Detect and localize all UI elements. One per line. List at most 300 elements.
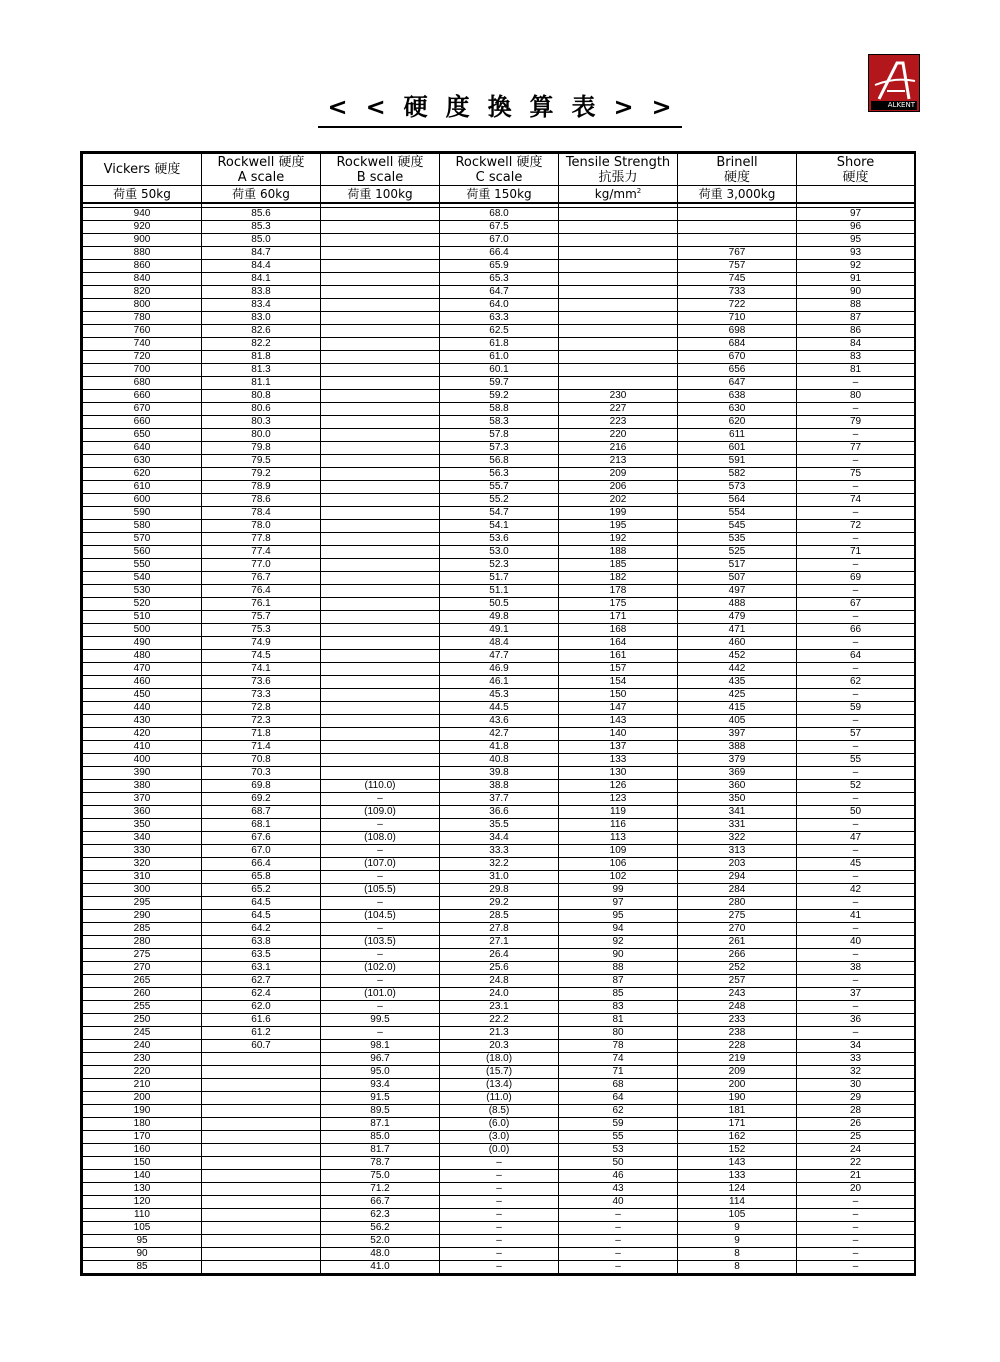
cell-rockwell-a: 78.9 <box>202 481 321 494</box>
cell-brinell: 105 <box>678 1209 797 1222</box>
cell-rockwell-b <box>321 663 440 676</box>
cell-brinell: 415 <box>678 702 797 715</box>
cell-rockwell-a: 69.8 <box>202 780 321 793</box>
load-shore <box>797 186 915 204</box>
cell-rockwell-a: 77.4 <box>202 546 321 559</box>
cell-brinell: 698 <box>678 325 797 338</box>
cell-rockwell-b <box>321 468 440 481</box>
cell-rockwell-a: 63.8 <box>202 936 321 949</box>
cell-shore: 97 <box>797 208 915 221</box>
cell-shore: – <box>797 845 915 858</box>
cell-rockwell-a: 77.8 <box>202 533 321 546</box>
cell-tensile-strength: 137 <box>559 741 678 754</box>
cell-vickers: 720 <box>83 351 202 364</box>
cell-vickers: 300 <box>83 884 202 897</box>
cell-rockwell-c: 46.9 <box>440 663 559 676</box>
cell-shore: 79 <box>797 416 915 429</box>
cell-brinell: 280 <box>678 897 797 910</box>
cell-rockwell-c: – <box>440 1235 559 1248</box>
cell-vickers: 900 <box>83 234 202 247</box>
table-row <box>83 1144 915 1157</box>
cell-rockwell-b: 62.3 <box>321 1209 440 1222</box>
load-tensile-unit: kg/mm <box>594 186 637 201</box>
cell-shore: – <box>797 637 915 650</box>
cell-vickers: 860 <box>83 260 202 273</box>
table-row <box>83 884 915 897</box>
cell-shore: 25 <box>797 1131 915 1144</box>
cell-rockwell-b: 52.0 <box>321 1235 440 1248</box>
cell-tensile-strength: 150 <box>559 689 678 702</box>
cell-vickers: 920 <box>83 221 202 234</box>
cell-vickers: 760 <box>83 325 202 338</box>
header-rockwell-c <box>440 154 559 186</box>
cell-tensile-strength: 74 <box>559 1053 678 1066</box>
cell-tensile-strength: 43 <box>559 1183 678 1196</box>
cell-rockwell-a: 64.5 <box>202 897 321 910</box>
header-vickers-label: Vickers 硬度 <box>103 162 181 177</box>
cell-brinell: 656 <box>678 364 797 377</box>
cell-tensile-strength: 178 <box>559 585 678 598</box>
cell-tensile-strength: 223 <box>559 416 678 429</box>
table-row <box>83 1235 915 1248</box>
cell-vickers: 255 <box>83 1001 202 1014</box>
cell-vickers: 380 <box>83 780 202 793</box>
cell-tensile-strength <box>559 364 678 377</box>
cell-rockwell-a <box>202 1079 321 1092</box>
cell-rockwell-b: 91.5 <box>321 1092 440 1105</box>
cell-vickers: 260 <box>83 988 202 1001</box>
cell-rockwell-c: 45.3 <box>440 689 559 702</box>
table-row <box>83 1092 915 1105</box>
cell-vickers: 480 <box>83 650 202 663</box>
cell-tensile-strength: 94 <box>559 923 678 936</box>
cell-vickers: 600 <box>83 494 202 507</box>
cell-rockwell-b <box>321 403 440 416</box>
cell-shore: 88 <box>797 299 915 312</box>
cell-vickers: 400 <box>83 754 202 767</box>
cell-shore: 20 <box>797 1183 915 1196</box>
cell-rockwell-a: 74.1 <box>202 663 321 676</box>
cell-rockwell-b: (104.5) <box>321 910 440 923</box>
table-row <box>83 390 915 403</box>
cell-vickers: 650 <box>83 429 202 442</box>
cell-vickers: 670 <box>83 403 202 416</box>
cell-shore: 57 <box>797 728 915 741</box>
header-brinell <box>678 154 797 186</box>
cell-shore: 38 <box>797 962 915 975</box>
cell-rockwell-b <box>321 702 440 715</box>
table-row <box>83 676 915 689</box>
cell-rockwell-c: 54.1 <box>440 520 559 533</box>
cell-rockwell-b <box>321 416 440 429</box>
cell-rockwell-c: 56.3 <box>440 468 559 481</box>
cell-brinell: 143 <box>678 1157 797 1170</box>
cell-rockwell-c: – <box>440 1183 559 1196</box>
cell-shore: 28 <box>797 1105 915 1118</box>
load-rockwell-c: 荷重 150kg <box>440 186 559 204</box>
cell-shore: 92 <box>797 260 915 273</box>
cell-rockwell-b: – <box>321 819 440 832</box>
cell-tensile-strength: 109 <box>559 845 678 858</box>
cell-rockwell-b <box>321 260 440 273</box>
cell-brinell: 261 <box>678 936 797 949</box>
table-row <box>83 351 915 364</box>
cell-brinell: 270 <box>678 923 797 936</box>
cell-rockwell-a: 85.6 <box>202 208 321 221</box>
cell-brinell: 497 <box>678 585 797 598</box>
cell-rockwell-b <box>321 624 440 637</box>
cell-tensile-strength: 55 <box>559 1131 678 1144</box>
cell-rockwell-c: 27.8 <box>440 923 559 936</box>
cell-rockwell-a: 76.4 <box>202 585 321 598</box>
table-row <box>83 754 915 767</box>
cell-vickers: 460 <box>83 676 202 689</box>
table-row <box>83 858 915 871</box>
table-row <box>83 624 915 637</box>
cell-rockwell-a <box>202 1066 321 1079</box>
cell-rockwell-a <box>202 1131 321 1144</box>
cell-brinell: 313 <box>678 845 797 858</box>
cell-rockwell-b <box>321 611 440 624</box>
cell-rockwell-c: – <box>440 1157 559 1170</box>
cell-rockwell-c: 23.1 <box>440 1001 559 1014</box>
cell-rockwell-b <box>321 754 440 767</box>
logo-brand-text: ALKENT <box>871 101 917 110</box>
cell-vickers: 90 <box>83 1248 202 1261</box>
cell-rockwell-a: 78.0 <box>202 520 321 533</box>
header-rockwell-b-line1: Rockwell 硬度 <box>336 154 424 170</box>
cell-rockwell-c: 44.5 <box>440 702 559 715</box>
cell-rockwell-a: 80.8 <box>202 390 321 403</box>
cell-shore: – <box>797 533 915 546</box>
cell-brinell: 471 <box>678 624 797 637</box>
table-row <box>83 1014 915 1027</box>
cell-shore: 30 <box>797 1079 915 1092</box>
cell-brinell: 133 <box>678 1170 797 1183</box>
cell-rockwell-c: 56.8 <box>440 455 559 468</box>
cell-vickers: 820 <box>83 286 202 299</box>
table-body <box>83 208 915 1274</box>
cell-brinell: 630 <box>678 403 797 416</box>
cell-shore: – <box>797 715 915 728</box>
cell-rockwell-a: 78.4 <box>202 507 321 520</box>
cell-rockwell-c: 53.6 <box>440 533 559 546</box>
cell-shore: 86 <box>797 325 915 338</box>
cell-tensile-strength: 116 <box>559 819 678 832</box>
cell-tensile-strength <box>559 221 678 234</box>
cell-rockwell-c: 53.0 <box>440 546 559 559</box>
cell-brinell: 564 <box>678 494 797 507</box>
table-row <box>83 1053 915 1066</box>
cell-rockwell-b <box>321 637 440 650</box>
cell-tensile-strength: 50 <box>559 1157 678 1170</box>
cell-rockwell-a <box>202 1235 321 1248</box>
cell-rockwell-a: 66.4 <box>202 858 321 871</box>
cell-rockwell-c: 61.0 <box>440 351 559 364</box>
header-tensile-strength <box>559 154 678 186</box>
table-row <box>83 416 915 429</box>
cell-tensile-strength: – <box>559 1222 678 1235</box>
table-row <box>83 429 915 442</box>
cell-rockwell-b: 95.0 <box>321 1066 440 1079</box>
cell-rockwell-c: – <box>440 1170 559 1183</box>
cell-tensile-strength: 88 <box>559 962 678 975</box>
cell-rockwell-a: 67.0 <box>202 845 321 858</box>
cell-vickers: 610 <box>83 481 202 494</box>
table-row <box>83 598 915 611</box>
cell-rockwell-c: 24.8 <box>440 975 559 988</box>
cell-tensile-strength: 213 <box>559 455 678 468</box>
cell-rockwell-a: 72.3 <box>202 715 321 728</box>
cell-rockwell-c: 60.1 <box>440 364 559 377</box>
cell-vickers: 360 <box>83 806 202 819</box>
cell-brinell: 507 <box>678 572 797 585</box>
cell-brinell: 8 <box>678 1261 797 1274</box>
cell-tensile-strength: 206 <box>559 481 678 494</box>
cell-tensile-strength: 113 <box>559 832 678 845</box>
cell-vickers: 85 <box>83 1261 202 1274</box>
cell-rockwell-a: 82.2 <box>202 338 321 351</box>
cell-brinell: 545 <box>678 520 797 533</box>
table-row <box>83 1105 915 1118</box>
cell-rockwell-b: – <box>321 871 440 884</box>
table-row <box>83 468 915 481</box>
cell-rockwell-c: 51.1 <box>440 585 559 598</box>
cell-vickers: 510 <box>83 611 202 624</box>
load-tensile-superscript: 2 <box>636 186 642 195</box>
cell-shore: – <box>797 1235 915 1248</box>
cell-rockwell-a: 65.8 <box>202 871 321 884</box>
cell-shore: 37 <box>797 988 915 1001</box>
cell-vickers: 350 <box>83 819 202 832</box>
cell-tensile-strength <box>559 299 678 312</box>
cell-brinell: 219 <box>678 1053 797 1066</box>
cell-vickers: 330 <box>83 845 202 858</box>
cell-tensile-strength: 83 <box>559 1001 678 1014</box>
cell-rockwell-b <box>321 741 440 754</box>
cell-tensile-strength: 92 <box>559 936 678 949</box>
header-vickers <box>83 154 202 186</box>
cell-shore: – <box>797 871 915 884</box>
cell-vickers: 580 <box>83 520 202 533</box>
cell-shore: – <box>797 793 915 806</box>
cell-vickers: 340 <box>83 832 202 845</box>
cell-brinell: 350 <box>678 793 797 806</box>
cell-tensile-strength: 71 <box>559 1066 678 1079</box>
cell-shore: 67 <box>797 598 915 611</box>
cell-tensile-strength <box>559 247 678 260</box>
cell-rockwell-a <box>202 1118 321 1131</box>
cell-rockwell-a <box>202 1209 321 1222</box>
cell-rockwell-b <box>321 494 440 507</box>
cell-shore: 62 <box>797 676 915 689</box>
table-row <box>83 819 915 832</box>
cell-brinell: 388 <box>678 741 797 754</box>
cell-rockwell-c: 65.9 <box>440 260 559 273</box>
cell-rockwell-c: 66.4 <box>440 247 559 260</box>
table-row <box>83 741 915 754</box>
cell-rockwell-b <box>321 676 440 689</box>
cell-vickers: 430 <box>83 715 202 728</box>
cell-tensile-strength: 102 <box>559 871 678 884</box>
cell-tensile-strength: 130 <box>559 767 678 780</box>
cell-rockwell-a: 80.0 <box>202 429 321 442</box>
cell-shore: – <box>797 1248 915 1261</box>
cell-tensile-strength: 62 <box>559 1105 678 1118</box>
header-rockwell-c-line2: C scale <box>475 169 523 185</box>
cell-shore: – <box>797 975 915 988</box>
cell-brinell: 684 <box>678 338 797 351</box>
cell-tensile-strength: 230 <box>559 390 678 403</box>
cell-shore: – <box>797 403 915 416</box>
header-tensile-line2: 抗張力 <box>598 169 638 185</box>
table-row <box>83 936 915 949</box>
cell-rockwell-a: 76.1 <box>202 598 321 611</box>
cell-rockwell-c: 22.2 <box>440 1014 559 1027</box>
table-row <box>83 1196 915 1209</box>
cell-rockwell-b <box>321 689 440 702</box>
cell-brinell: 517 <box>678 559 797 572</box>
table-row <box>83 1157 915 1170</box>
cell-vickers: 660 <box>83 416 202 429</box>
cell-rockwell-b: 89.5 <box>321 1105 440 1118</box>
cell-rockwell-c: 36.6 <box>440 806 559 819</box>
cell-vickers: 940 <box>83 208 202 221</box>
cell-vickers: 230 <box>83 1053 202 1066</box>
cell-shore: 36 <box>797 1014 915 1027</box>
cell-rockwell-a: 78.6 <box>202 494 321 507</box>
cell-rockwell-a: 79.2 <box>202 468 321 481</box>
cell-rockwell-a: 74.9 <box>202 637 321 650</box>
load-row <box>83 186 915 204</box>
cell-shore: 84 <box>797 338 915 351</box>
cell-brinell: 248 <box>678 1001 797 1014</box>
cell-rockwell-c: 31.0 <box>440 871 559 884</box>
load-brinell: 荷重 3,000kg <box>678 186 797 204</box>
table-row <box>83 1066 915 1079</box>
cell-shore: – <box>797 663 915 676</box>
cell-rockwell-c: 64.0 <box>440 299 559 312</box>
cell-rockwell-b: (110.0) <box>321 780 440 793</box>
cell-shore: 33 <box>797 1053 915 1066</box>
cell-rockwell-c: 67.0 <box>440 234 559 247</box>
table-row <box>83 611 915 624</box>
cell-brinell: 479 <box>678 611 797 624</box>
cell-brinell: 190 <box>678 1092 797 1105</box>
cell-shore: 32 <box>797 1066 915 1079</box>
cell-rockwell-b <box>321 481 440 494</box>
cell-tensile-strength: 227 <box>559 403 678 416</box>
cell-shore: – <box>797 689 915 702</box>
cell-rockwell-b <box>321 338 440 351</box>
table-row <box>83 559 915 572</box>
cell-shore: – <box>797 741 915 754</box>
cell-vickers: 190 <box>83 1105 202 1118</box>
cell-rockwell-b: – <box>321 949 440 962</box>
cell-rockwell-b: 99.5 <box>321 1014 440 1027</box>
cell-rockwell-c: 58.8 <box>440 403 559 416</box>
cell-shore: 77 <box>797 442 915 455</box>
cell-rockwell-a: 79.8 <box>202 442 321 455</box>
cell-rockwell-c: 26.4 <box>440 949 559 962</box>
cell-brinell: 442 <box>678 663 797 676</box>
table-row <box>83 1040 915 1053</box>
cell-shore: – <box>797 481 915 494</box>
cell-tensile-strength: 53 <box>559 1144 678 1157</box>
cell-vickers: 800 <box>83 299 202 312</box>
cell-rockwell-b <box>321 715 440 728</box>
cell-rockwell-c: 64.7 <box>440 286 559 299</box>
cell-rockwell-a <box>202 1144 321 1157</box>
cell-vickers: 470 <box>83 663 202 676</box>
cell-rockwell-c: 39.8 <box>440 767 559 780</box>
cell-vickers: 740 <box>83 338 202 351</box>
cell-brinell: 525 <box>678 546 797 559</box>
cell-rockwell-a: 70.8 <box>202 754 321 767</box>
cell-rockwell-c: 55.7 <box>440 481 559 494</box>
cell-brinell: 638 <box>678 390 797 403</box>
cell-tensile-strength: – <box>559 1235 678 1248</box>
cell-tensile-strength: 161 <box>559 650 678 663</box>
table-row <box>83 1183 915 1196</box>
cell-tensile-strength <box>559 312 678 325</box>
cell-vickers: 560 <box>83 546 202 559</box>
cell-shore: – <box>797 585 915 598</box>
cell-brinell: 252 <box>678 962 797 975</box>
cell-rockwell-b <box>321 364 440 377</box>
cell-rockwell-c: 29.2 <box>440 897 559 910</box>
cell-rockwell-c: (3.0) <box>440 1131 559 1144</box>
cell-brinell: 257 <box>678 975 797 988</box>
table-row <box>83 923 915 936</box>
cell-rockwell-a: 73.3 <box>202 689 321 702</box>
cell-rockwell-a: 73.6 <box>202 676 321 689</box>
cell-brinell: 152 <box>678 1144 797 1157</box>
cell-rockwell-a: 84.7 <box>202 247 321 260</box>
cell-tensile-strength: – <box>559 1209 678 1222</box>
cell-rockwell-b: – <box>321 923 440 936</box>
cell-shore: 55 <box>797 754 915 767</box>
cell-tensile-strength: 202 <box>559 494 678 507</box>
cell-shore: – <box>797 559 915 572</box>
cell-shore: 26 <box>797 1118 915 1131</box>
cell-brinell: 228 <box>678 1040 797 1053</box>
table-row <box>83 494 915 507</box>
cell-rockwell-b <box>321 234 440 247</box>
cell-shore: 59 <box>797 702 915 715</box>
cell-tensile-strength: 119 <box>559 806 678 819</box>
table-row <box>83 455 915 468</box>
cell-tensile-strength: 188 <box>559 546 678 559</box>
cell-brinell <box>678 208 797 221</box>
table-row <box>83 663 915 676</box>
cell-tensile-strength: 209 <box>559 468 678 481</box>
table-row <box>83 1248 915 1261</box>
cell-rockwell-a <box>202 1248 321 1261</box>
header-shore-line2: 硬度 <box>842 169 869 185</box>
table-row <box>83 650 915 663</box>
cell-brinell: 582 <box>678 468 797 481</box>
cell-rockwell-a: 83.4 <box>202 299 321 312</box>
cell-rockwell-c: 59.2 <box>440 390 559 403</box>
cell-vickers: 320 <box>83 858 202 871</box>
table-row <box>83 520 915 533</box>
cell-rockwell-a <box>202 1105 321 1118</box>
table-row <box>83 767 915 780</box>
cell-rockwell-b: 93.4 <box>321 1079 440 1092</box>
cell-vickers: 370 <box>83 793 202 806</box>
cell-shore: – <box>797 377 915 390</box>
